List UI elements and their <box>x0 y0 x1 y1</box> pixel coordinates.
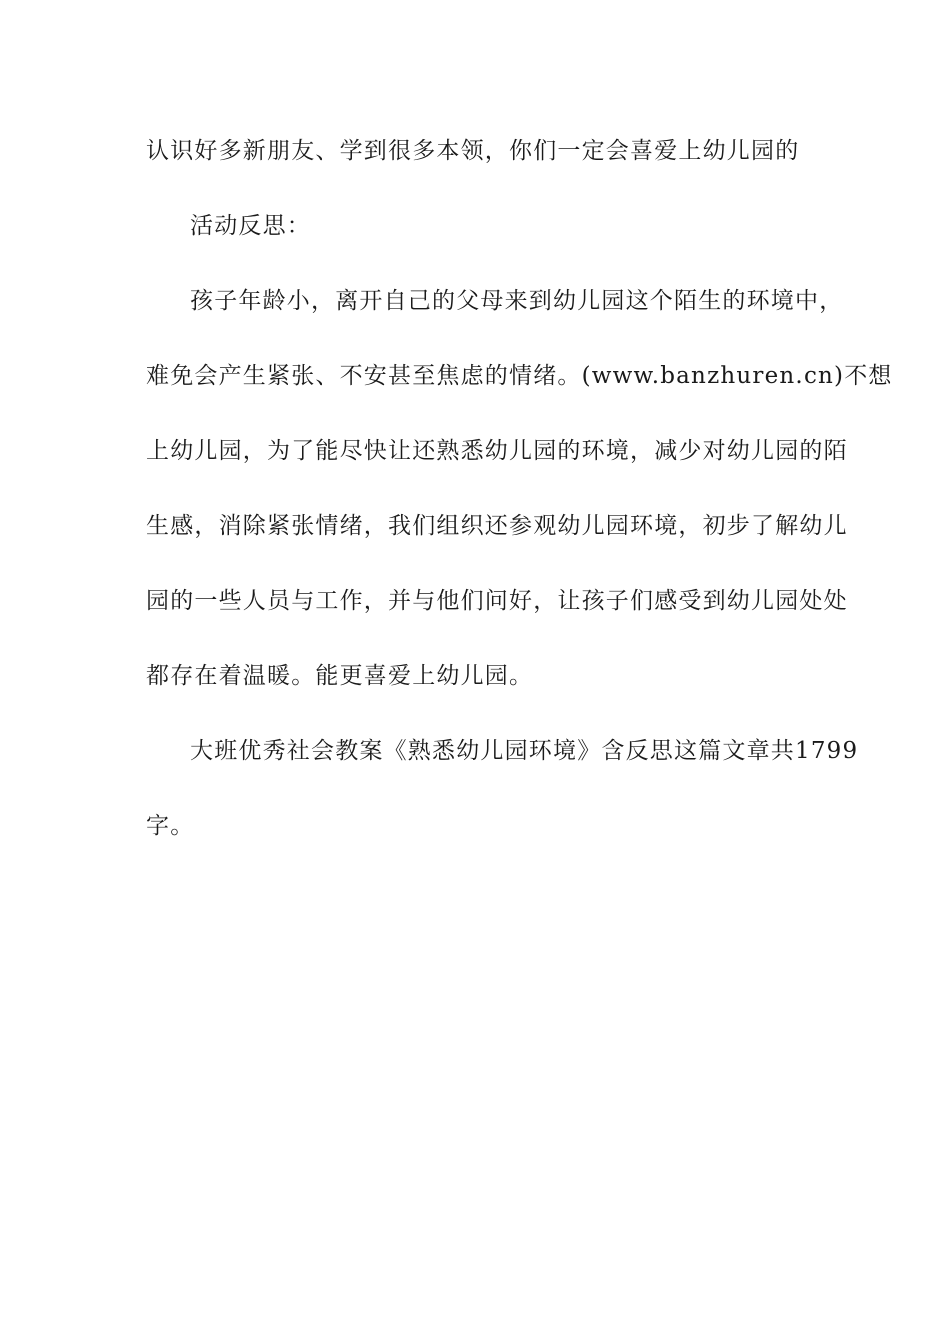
paragraph-line: 上幼儿园，为了能尽快让还熟悉幼儿园的环境，减少对幼儿园的陌 <box>146 438 848 464</box>
paragraph-line: 难免会产生紧张、不安甚至焦虑的情绪。(www.banzhuren.cn)不想 <box>146 363 893 389</box>
paragraph-line: 认识好多新朋友、学到很多本领，你们一定会喜爱上幼儿园的 <box>146 138 800 164</box>
paragraph-line: 都存在着温暖。能更喜爱上幼儿园。 <box>146 663 534 689</box>
paragraph-line: 孩子年龄小，离开自己的父母来到幼儿园这个陌生的环境中， <box>190 288 844 314</box>
paragraph-line: 园的一些人员与工作，并与他们问好，让孩子们感受到幼儿园处处 <box>146 588 848 614</box>
paragraph-line: 字。 <box>146 813 195 839</box>
article-word-count-line: 大班优秀社会教案《熟悉幼儿园环境》含反思这篇文章共1799 <box>190 738 859 764</box>
paragraph-line: 生感，消除紧张情绪，我们组织还参观幼儿园环境，初步了解幼儿 <box>146 513 848 539</box>
section-heading-reflection: 活动反思： <box>190 213 311 239</box>
